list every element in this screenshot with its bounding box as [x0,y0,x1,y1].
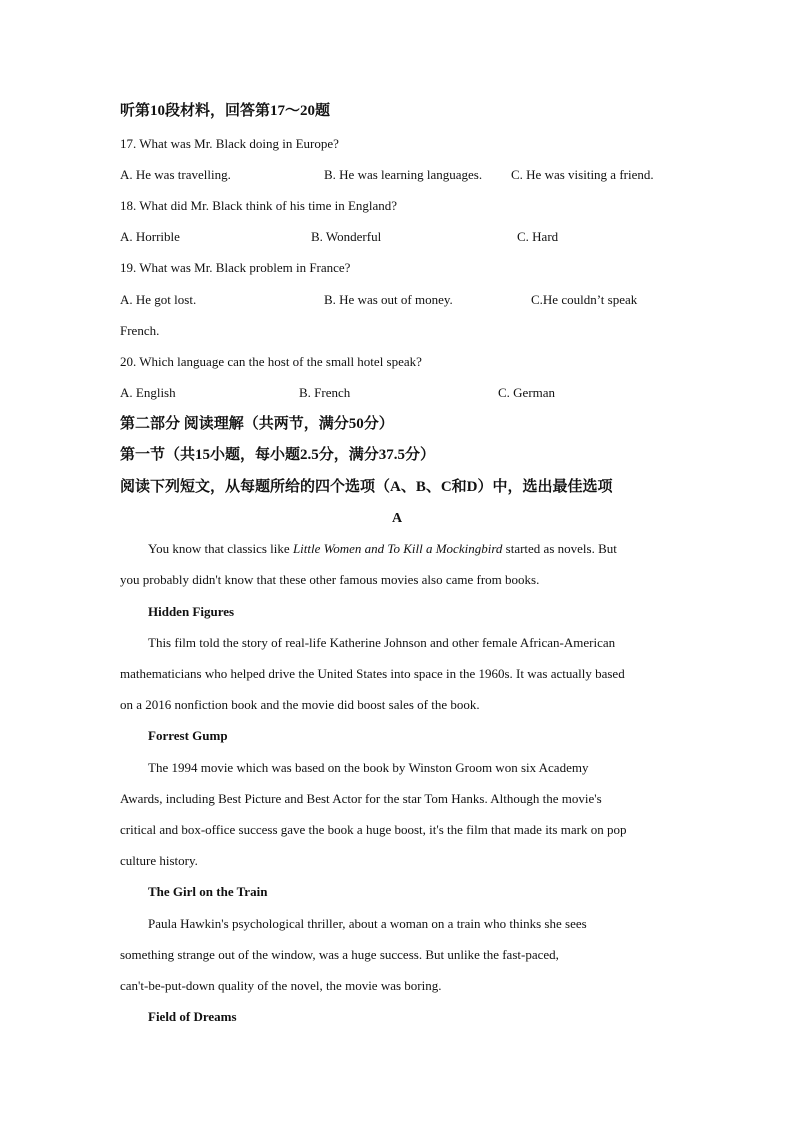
film-text-line: This film told the story of real-life Katherine Johnson and other female African-American [148,635,616,650]
part2-instruction: 阅读下列短文，从每题所给的四个选项（A、B、C和D）中，选出最佳选项 [120,479,613,495]
question-19-option-c-continuation: French. [120,323,160,338]
intro-text-before: You know that classics like [148,541,293,556]
film-text-line: on a 2016 nonfiction book and the movie did boost sales of the book. [120,697,480,712]
question-18-option-b: B. Wonderful [311,229,382,244]
film-text-line: culture history. [120,853,198,868]
question-17-stem: 17. What was Mr. Black doing in Europe? [120,136,339,151]
passage-label: A [391,511,403,526]
film-text-line: critical and box-office success gave the book a huge boost, it's the film that made its mark on pop [120,822,627,837]
passage-intro-line1 [148,541,617,557]
question-17-option-c: C. He was visiting a friend. [511,167,654,182]
question-18-option-a: A. Horrible [120,229,180,244]
question-18-stem: 18. What did Mr. Black think of his time in England? [120,198,398,213]
part2-section1-title: 第一节（共15小题，每小题2.5分，满分37.5分） [120,447,436,463]
question-19-option-a: A. He got lost. [120,292,197,307]
intro-text-after: started as novels. But [502,541,617,556]
passage-intro-line2: you probably didn't know that these other famous movies also came from books. [120,572,540,587]
film-title-girl-on-the-train: The Girl on the Train [148,884,268,899]
question-19-stem: 19. What was Mr. Black problem in France? [120,260,351,275]
intro-book-titles: Little Women and To Kill a Mockingbird [292,541,503,556]
film-text-line: Awards, including Best Picture and Best Actor for the star Tom Hanks. Although the movie's [120,791,602,806]
film-text-line: The 1994 movie which was based on the book by Winston Groom won six Academy [148,760,589,775]
question-20-option-b: B. French [299,385,351,400]
question-19-option-c: C.He couldn’t speak [531,292,638,307]
film-title-field-of-dreams: Field of Dreams [148,1009,237,1024]
question-17-option-a: A. He was travelling. [120,167,231,182]
film-title-hidden-figures: Hidden Figures [148,604,235,619]
question-18-option-c: C. Hard [517,229,559,244]
film-text-line: Paula Hawkin's psychological thriller, about a woman on a train who thinks she sees [148,916,587,931]
question-19-option-b: B. He was out of money. [324,292,453,307]
film-text-line: something strange out of the window, was a huge success. But unlike the fast-paced, [120,947,559,962]
film-text-line: can't-be-put-down quality of the novel, the movie was boring. [120,978,442,993]
film-title-forrest-gump: Forrest Gump [148,728,228,743]
question-20-stem: 20. Which language can the host of the small hotel speak? [120,354,422,369]
part2-title: 第二部分 阅读理解（共两节，满分50分） [120,416,394,432]
question-20-option-c: C. German [498,385,556,400]
question-20-option-a: A. English [120,385,176,400]
question-17-option-b: B. He was learning languages. [324,167,483,182]
film-text-line: mathematicians who helped drive the United States into space in the 1960s. It was actually based [120,666,625,681]
listening-section-title: 听第10段材料，回答第17～20题 [120,103,331,119]
